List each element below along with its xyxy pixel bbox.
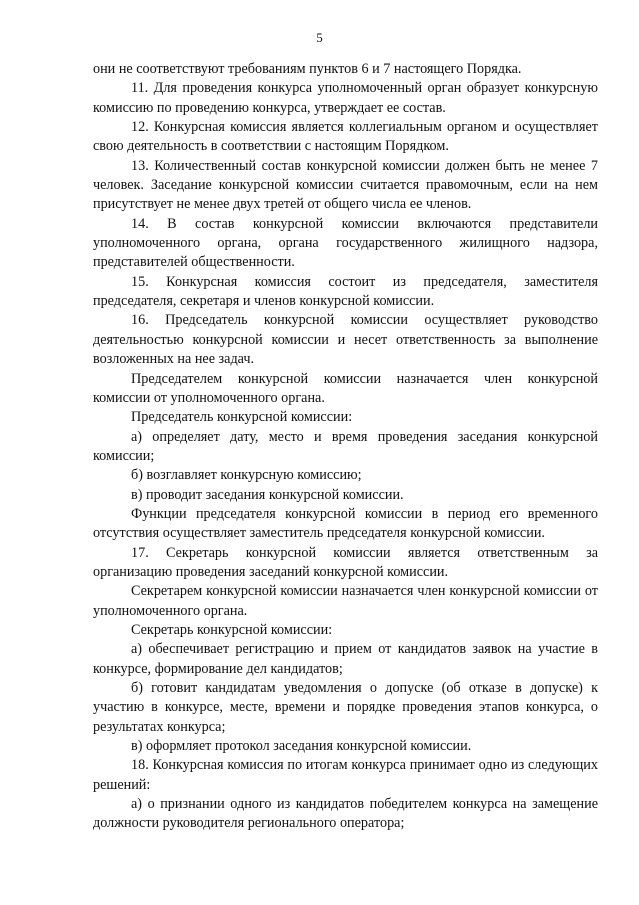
paragraph-secretary-duties: Секретарь конкурсной комиссии: bbox=[131, 621, 333, 638]
page-number: 5 bbox=[316, 30, 323, 45]
paragraph-deputy-functions: Функции председателя конкурсной комиссии в период его временного отсутствия осуществляет заместитель председателя конкурсной комиссии. bbox=[93, 505, 598, 542]
list-item-chairman-c: в) проводит заседания конкурсной комиссии. bbox=[131, 486, 404, 503]
paragraph-item-18: 18. Конкурсная комиссия по итогам конкурса принимает одно из следующих решений: bbox=[93, 757, 598, 793]
list-item-chairman-a: а) определяет дату, место и время проведения заседания конкурсной комиссии; bbox=[93, 428, 598, 464]
paragraph-item-11: 11. Для проведения конкурса уполномоченный орган образует конкурсную комиссию по проведению конкурса, утверждает ее состав. bbox=[93, 80, 598, 116]
document-body bbox=[93, 60, 598, 834]
list-item-secretary-b: б) готовит кандидатам уведомления о допуске (об отказе в допуске) к участию в конкурсе, месте, времени и порядке проведения этапов конкурса, о результатах конкурса; bbox=[93, 680, 598, 735]
paragraph-item-17: 17. Секретарь конкурсной комиссии является ответственным за организацию проведения заседаний конкурсной комиссии. bbox=[93, 544, 598, 580]
paragraph-item-12: 12. Конкурсная комиссия является коллегиальным органом и осуществляет свою деятельность в соответствии с настоящим Порядком. bbox=[93, 119, 598, 155]
paragraph-continuation: они не соответствуют требованиям пунктов 6 и 7 настоящего Порядка. bbox=[93, 61, 522, 77]
paragraph-chairman-duties: Председатель конкурсной комиссии: bbox=[131, 409, 353, 426]
list-item-secretary-c: в) оформляет протокол заседания конкурсной комиссии. bbox=[131, 738, 472, 755]
list-item-decision-a: а) о признании одного из кандидатов победителем конкурса на замещение должности руководителя регионального оператора; bbox=[93, 796, 598, 832]
paragraph-item-13: 13. Количественный состав конкурсной комиссии должен быть не менее 7 человек. Заседание конкурсной комиссии считается правомочным, если на нем присутствует не менее двух третей от общего числа ее членов. bbox=[93, 157, 598, 213]
paragraph-chairman-appointment: Председателем конкурсной комиссии назначается член конкурсной комиссии от уполномоченного органа. bbox=[93, 370, 598, 406]
paragraph-item-14: 14. В состав конкурсной комиссии включаются представители уполномоченного органа, органа государственного жилищного надзора, представителей общественности. bbox=[93, 215, 598, 271]
paragraph-item-15: 15. Конкурсная комиссия состоит из председателя, заместителя председателя, секретаря и членов конкурсной комиссии. bbox=[93, 273, 598, 310]
list-item-secretary-a: а) обеспечивает регистрацию и прием от кандидатов заявок на участие в конкурсе, формирование дел кандидатов; bbox=[93, 641, 598, 677]
paragraph-secretary-appointment: Секретарем конкурсной комиссии назначается член конкурсной комиссии от уполномоченного органа. bbox=[93, 583, 598, 619]
list-item-chairman-b: б) возглавляет конкурсную комиссию; bbox=[131, 467, 362, 484]
paragraph-item-16: 16. Председатель конкурсной комиссии осуществляет руководство деятельностью конкурсной комиссии и несет ответственность за выполнение возложенных на нее задач. bbox=[93, 312, 598, 368]
